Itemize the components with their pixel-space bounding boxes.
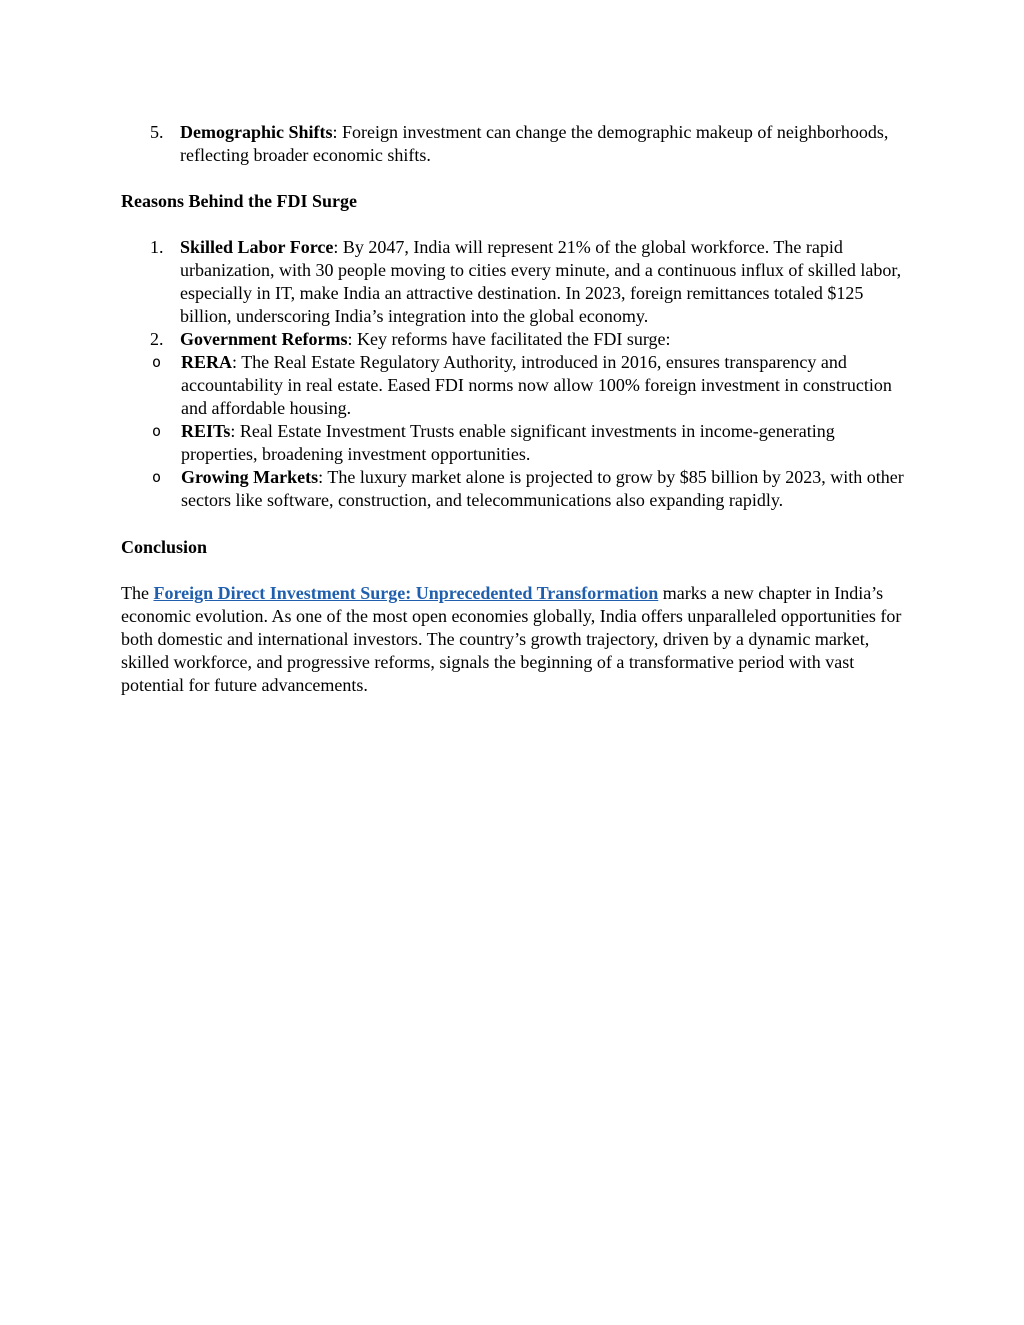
document-page bbox=[121, 121, 906, 697]
sublist-item-text: : Real Estate Investment Trusts enable significant investments in income-generating properties, broadening investment opportunities. bbox=[181, 421, 835, 464]
conclusion-body: marks a new chapter in India’s economic evolution. As one of the most open economies globally, India offers unparalleled opportunities for both domestic and international investors. The country’s growth trajectory, driven by a dynamic market, skilled workforce, and progressive reforms, signals the beginning of a transformative period with vast potential for future advancements. bbox=[121, 583, 902, 695]
list-number: 1. bbox=[150, 237, 164, 257]
sublist-item-rera bbox=[121, 351, 906, 420]
section-heading-reasons: Reasons Behind the FDI Surge bbox=[121, 191, 358, 211]
top-ordered-list bbox=[121, 121, 906, 167]
list-number: 5. bbox=[150, 122, 164, 142]
list-number: 2. bbox=[150, 329, 164, 349]
sublist-item-title: Growing Markets bbox=[181, 467, 319, 487]
sublist-item-title: RERA bbox=[181, 352, 233, 372]
sublist-item-text: : The luxury market alone is projected to grow by $85 billion by 2023, with other sectors like software, construction, and telecommunications also expanding rapidly. bbox=[181, 467, 904, 510]
sublist-item-growing-markets bbox=[121, 466, 906, 512]
section-heading-conclusion: Conclusion bbox=[121, 537, 208, 557]
list-item-government-reforms bbox=[121, 328, 906, 351]
list-item-title: Skilled Labor Force bbox=[180, 237, 334, 257]
list-item-title: Government Reforms bbox=[180, 329, 348, 349]
list-item-demographic-shifts bbox=[121, 121, 906, 167]
sublist-item-text: : The Real Estate Regulatory Authority, introduced in 2016, ensures transparency and accountability in real estate. Eased FDI norms now allow 100% foreign investment in construction and affordable housing. bbox=[181, 352, 892, 418]
bullet-marker: o bbox=[152, 422, 162, 440]
reasons-ordered-list bbox=[121, 236, 906, 512]
sublist-item-title: REITs bbox=[181, 421, 231, 441]
reforms-sublist bbox=[121, 351, 906, 512]
bullet-marker: o bbox=[152, 353, 162, 371]
conclusion-paragraph bbox=[121, 582, 906, 697]
bullet-marker: o bbox=[152, 468, 162, 486]
list-item-title: Demographic Shifts bbox=[180, 122, 333, 142]
sublist-item-reits bbox=[121, 420, 906, 466]
fdi-surge-link[interactable]: Foreign Direct Investment Surge: Unprecedented Transformation bbox=[153, 583, 659, 603]
list-item-text: : Foreign investment can change the demographic makeup of neighborhoods, reflecting broader economic shifts. bbox=[180, 122, 889, 165]
list-item-skilled-labor bbox=[121, 236, 906, 328]
conclusion-lead: The bbox=[121, 583, 154, 603]
list-item-text: : Key reforms have facilitated the FDI surge: bbox=[347, 329, 671, 349]
list-item-text: : By 2047, India will represent 21% of the global workforce. The rapid urbanization, with 30 people moving to cities every minute, and a continuous influx of skilled labor, especially in IT, make India an attractive destination. In 2023, foreign remittances totaled $125 billion, underscoring India’s integration into the global economy. bbox=[180, 237, 902, 326]
